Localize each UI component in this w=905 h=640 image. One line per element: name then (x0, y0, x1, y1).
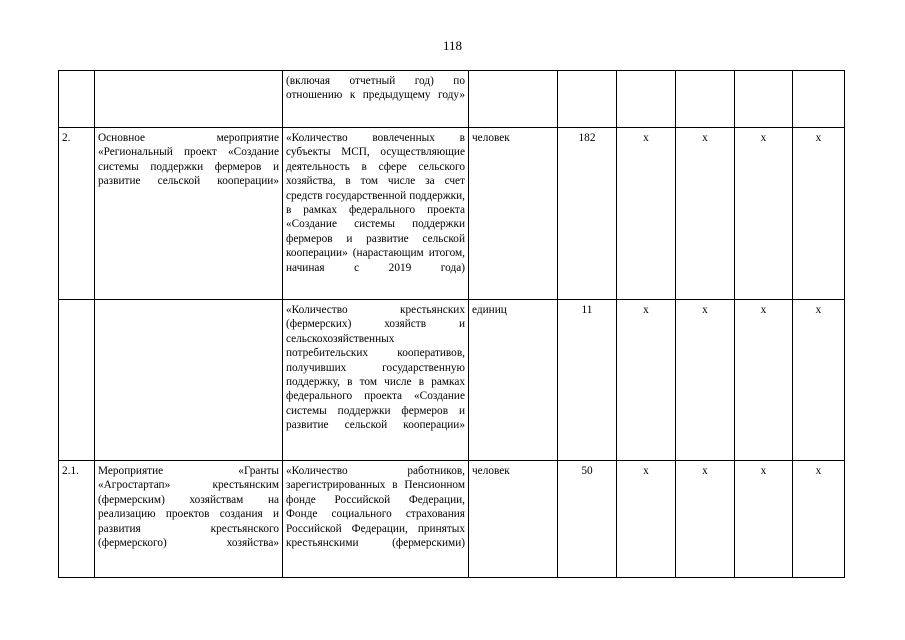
row-index-cell: 2. (59, 128, 95, 300)
indicator-text: «Количество работников, зарегистрированных в Пенсионном фонде Российской Федерации, Фонде социального страхования Российской Федерации, принятых крестьянскими (фермерскими) (286, 465, 465, 550)
indicator-text: «Количество крестьянских (фермерских) хозяйств и сельскохозяйственных потребительских кооперативов, получивших государственную поддержку, в том числе в рамках федерального проекта «Создание системы поддержки фермеров и развитие сельской кооперации» (286, 304, 465, 432)
year-cell-3: х (735, 300, 793, 461)
year-cell-2: х (676, 461, 735, 578)
year-cell-2: х (676, 300, 735, 461)
year-cell-1: х (617, 128, 676, 300)
year-cell-1 (617, 71, 676, 128)
row-index-cell: 2.1. (59, 461, 95, 578)
year-cell-2: х (676, 128, 735, 300)
value-cell (558, 71, 617, 128)
indicator-text: (включая отчетный год) по отношению к предыдущему году» (286, 75, 465, 102)
year-cell-4: х (793, 300, 845, 461)
year-cell-4 (793, 71, 845, 128)
table-row (59, 71, 845, 128)
unit-cell: единиц (469, 300, 558, 461)
year-cell-1: х (617, 461, 676, 578)
event-text: Мероприятие «Гранты «Агростартап» крестьянским (фермерским) хозяйствам на реализацию проектов создания и развития крестьянского (фермерского) хозяйства» (98, 465, 279, 550)
event-cell (95, 71, 283, 128)
year-cell-4: х (793, 128, 845, 300)
row-index-cell (59, 71, 95, 128)
year-cell-3: х (735, 128, 793, 300)
row-index-cell (59, 300, 95, 461)
unit-cell (469, 71, 558, 128)
value-cell: 11 (558, 300, 617, 461)
indicators-table (58, 70, 845, 578)
year-cell-1: х (617, 300, 676, 461)
event-text: Основное мероприятие «Региональный проект «Создание системы поддержки фермеров и развитие сельской кооперации» (98, 132, 279, 188)
table-row (59, 300, 845, 461)
year-cell-2 (676, 71, 735, 128)
value-cell: 182 (558, 128, 617, 300)
year-cell-4: х (793, 461, 845, 578)
year-cell-3: х (735, 461, 793, 578)
indicator-cell (283, 461, 469, 578)
table-row (59, 461, 845, 578)
indicator-cell (283, 71, 469, 128)
value-cell: 50 (558, 461, 617, 578)
unit-cell: человек (469, 128, 558, 300)
event-cell (95, 128, 283, 300)
indicator-cell (283, 128, 469, 300)
unit-cell: человек (469, 461, 558, 578)
table-row (59, 128, 845, 300)
page-number: 118 (442, 38, 463, 53)
event-cell (95, 300, 283, 461)
indicator-text: «Количество вовлеченных в субъекты МСП, осуществляющие деятельность в сфере сельского хозяйства, в том числе за счет средств государственной поддержки, в рамках федерального проекта «Создание системы поддержки фермеров и развитие сельской кооперации» (нарастающим итогом, начиная с 2019 года) (286, 132, 465, 274)
event-cell (95, 461, 283, 578)
indicator-cell (283, 300, 469, 461)
year-cell-3 (735, 71, 793, 128)
